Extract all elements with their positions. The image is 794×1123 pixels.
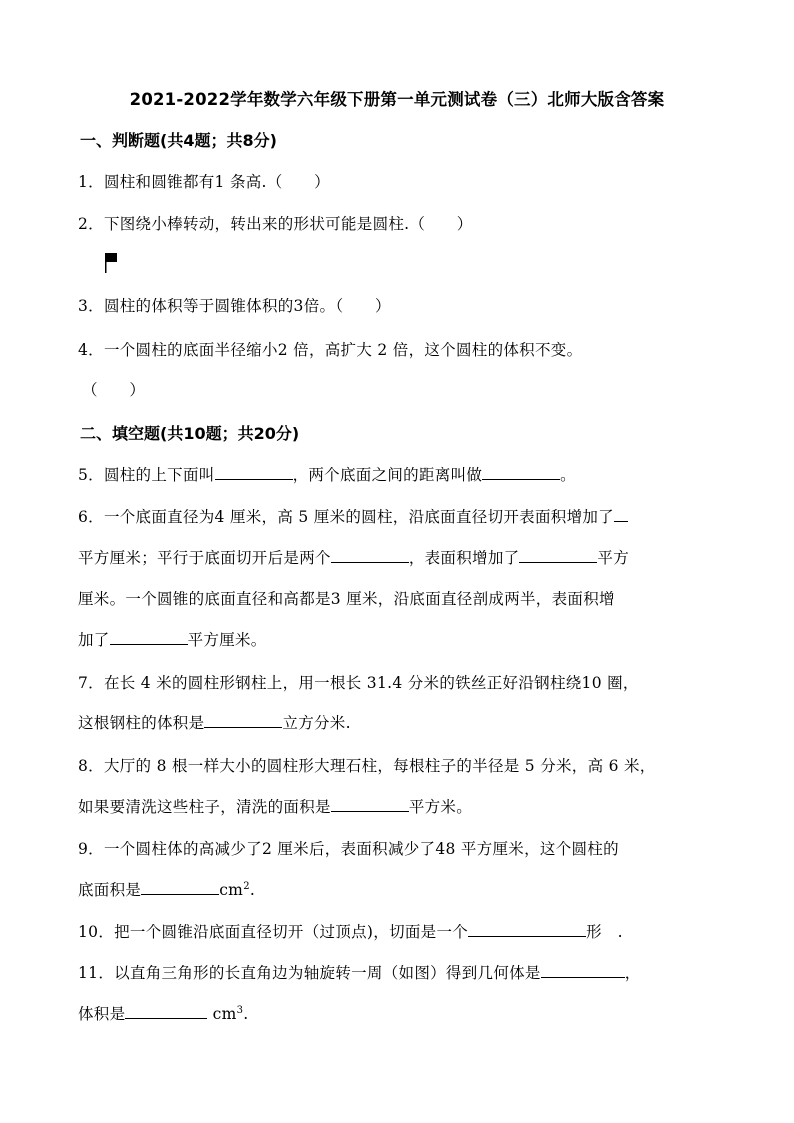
question-8-text: 平方米。 [408, 798, 473, 816]
answer-blank[interactable] [482, 463, 560, 480]
question-8-text: 如果要清洗这些柱子，清洗的面积是 [78, 798, 331, 816]
question-9-text: 底面积是 [78, 881, 142, 899]
question-3: 3．圆柱的体积等于圆锥体积的3倍。（ ） [78, 297, 391, 315]
question-10 [78, 920, 623, 942]
answer-blank[interactable] [614, 505, 628, 522]
question-11-text: . [243, 1005, 249, 1023]
answer-blank[interactable] [110, 628, 188, 645]
question-4-line-1: 4．一个圆柱的底面半径缩小2 倍，高扩大 2 倍，这个圆柱的体积不变。 [78, 341, 583, 359]
question-10-text-a: 10．把一个圆锥沿底面直径切开（过顶点)，切面是一个 [78, 923, 469, 941]
question-6-line-3: 厘米。一个圆锥的底面直径和高都是3 厘米，沿底面直径剖成两半，表面积增 [78, 590, 615, 608]
question-5 [78, 463, 576, 485]
question-7-line-2 [78, 711, 351, 733]
question-1: 1．圆柱和圆锥都有1 条高.（ ） [78, 173, 330, 191]
question-9-unit-exponent: 2 [243, 880, 250, 892]
question-6-text: 平方 [597, 549, 630, 567]
question-11-line-2 [78, 1002, 249, 1024]
question-6-text: 平方厘米；平行于底面切开后是两个 [78, 549, 331, 567]
question-9-text: . [249, 881, 256, 899]
answer-blank[interactable] [215, 463, 293, 480]
answer-blank[interactable] [519, 546, 597, 563]
question-8-line-2 [78, 795, 472, 817]
question-6-text: ，表面积增加了 [408, 549, 520, 567]
question-7-text: 立方分米. [282, 714, 351, 732]
section-heading-fill-blank: 二、填空题(共10题；共20分) [80, 424, 300, 443]
question-10-text-b: 形 . [586, 923, 623, 941]
answer-blank[interactable] [331, 795, 409, 812]
question-11-unit-exponent: 3 [236, 1004, 244, 1016]
question-5-text-a: 5．圆柱的上下面叫 [78, 466, 215, 484]
section-heading-judgement: 一、判断题(共4题；共8分) [80, 131, 277, 150]
question-11-unit: cm [207, 1005, 237, 1023]
question-5-text-b: ，两个底面之间的距离叫做 [292, 466, 483, 484]
question-6-line-4 [78, 628, 267, 650]
answer-blank[interactable] [468, 920, 586, 937]
question-11-text: 11．以直角三角形的长直角边为轴旋转一周（如图）得到几何体是 [78, 964, 541, 982]
question-6-text: 6．一个底面直径为4 厘米，高 5 厘米的圆柱，沿底面直径切开表面积增加了 [78, 508, 614, 526]
question-6-text: 平方厘米。 [187, 631, 267, 649]
question-6-line-1 [78, 505, 628, 527]
answer-blank[interactable] [141, 878, 219, 895]
question-5-text-c: 。 [560, 466, 576, 484]
answer-blank[interactable] [125, 1002, 207, 1019]
question-9-unit: cm [219, 881, 244, 899]
answer-blank[interactable] [331, 546, 409, 563]
question-11-text: 体积是 [78, 1005, 126, 1023]
question-2: 2．下图绕小棒转动，转出来的形状可能是圆柱.（ ） [78, 215, 473, 233]
answer-blank[interactable] [541, 961, 625, 978]
question-6-text: 加了 [78, 631, 110, 649]
question-4-answer-bracket: （ ） [82, 381, 146, 399]
answer-blank[interactable] [204, 711, 282, 728]
question-11-text: ， [624, 964, 641, 982]
question-9-line-1: 9．一个圆柱体的高减少了2 厘米后，表面积减少了48 平方厘米，这个圆柱的 [78, 840, 619, 858]
question-7-line-1: 7．在长 4 米的圆柱形钢柱上，用一根长 31.4 分米的铁丝正好沿钢柱绕10 圈， [78, 674, 639, 692]
flag-on-stick-icon [104, 252, 120, 274]
question-8-line-1: 8．大厅的 8 根一样大小的圆柱形大理石柱，每根柱子的半径是 5 分米，高 6 米， [78, 757, 656, 775]
question-7-text: 这根钢柱的体积是 [78, 714, 205, 732]
page-title: 2021-2022学年数学六年级下册第一单元测试卷（三）北师大版含答案 [129, 90, 665, 109]
question-9-line-2 [78, 878, 255, 900]
question-6-line-2 [78, 546, 629, 568]
question-11-line-1 [78, 961, 641, 983]
